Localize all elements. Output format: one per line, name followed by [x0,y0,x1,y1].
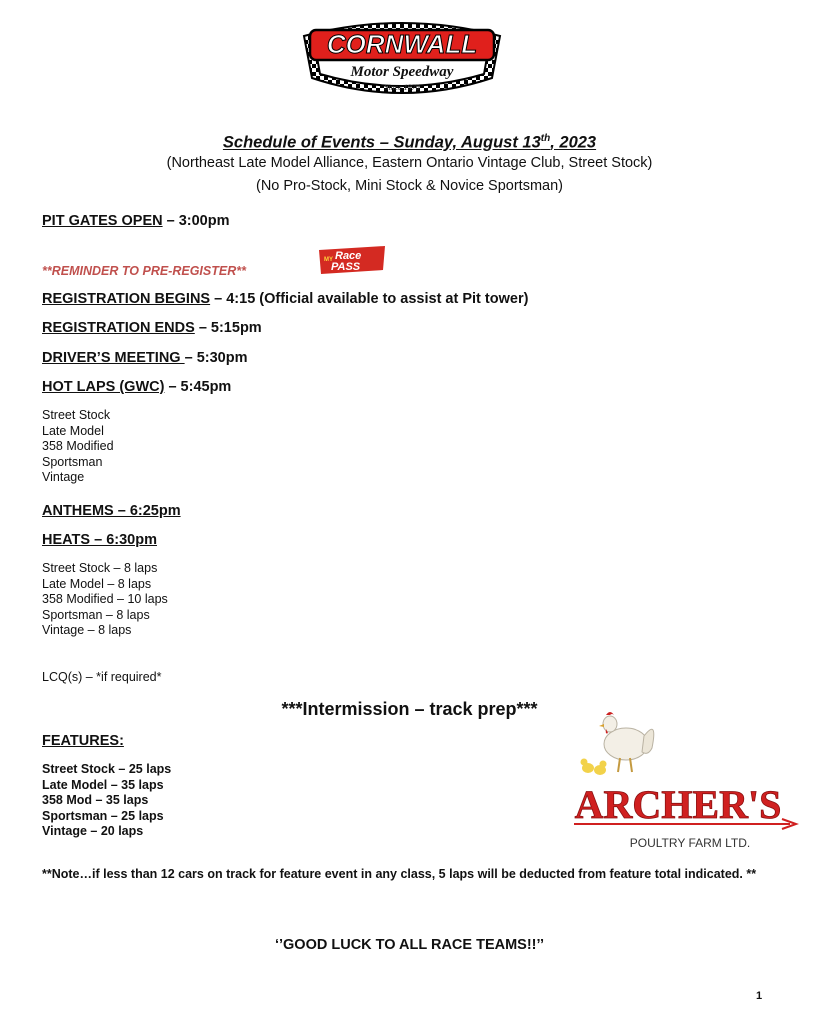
list-item: Sportsman – 25 laps [42,808,164,823]
list-item: Late Model – 8 laps [42,576,152,591]
heats-list [42,561,168,639]
list-item: 358 Mod – 35 laps [42,793,149,808]
racepass-race: Race [335,250,362,262]
logo-word-cornwall: CORNWALL [326,29,478,59]
racepass-my: MY [324,257,333,263]
anthems-line: ANTHEMS – 6:25pm [42,503,181,519]
registration-begins-line: REGISTRATION BEGINS – 4:15 (Official available to assist at Pit tower) [42,291,529,307]
list-item: Street Stock [42,408,111,422]
features-list [42,762,171,840]
list-item: Sportsman – 8 laps [42,607,150,622]
list-item: Vintage – 8 laps [42,623,132,638]
features-heading: FEATURES: [42,733,124,749]
pit-gates-line: PIT GATES OPEN – 3:00pm [42,213,230,229]
chick-icon [581,759,607,776]
rooster-icon [599,712,654,772]
pre-register-reminder: **REMINDER TO PRE-REGISTER** [42,264,246,278]
archers-wordmark: ARCHER'S [574,782,782,827]
cornwall-motor-speedway-logo [296,16,508,102]
list-item: Sportsman [42,454,103,469]
subtitle-classes: (Northeast Late Model Alliance, Eastern Ontario Vintage Club, Street Stock) [166,155,653,171]
lcq-line: LCQ(s) – *if required* [42,670,162,684]
list-item: Late Model – 35 laps [42,777,164,792]
drivers-meeting-line: DRIVER’S MEETING – 5:30pm [42,350,248,366]
myracepass-logo [315,244,389,276]
intermission-heading: ***Intermission – track prep*** [281,699,538,719]
list-item: 358 Modified [42,439,114,454]
hot-laps-class-list [42,408,114,486]
subtitle-exclusions: (No Pro-Stock, Mini Stock & Novice Sportsman) [255,178,563,194]
list-item: Vintage [42,470,85,485]
racepass-pass: PASS [331,261,361,273]
heats-line: HEATS – 6:30pm [42,532,157,548]
good-luck-message: ‘’GOOD LUCK TO ALL RACE TEAMS!!’’ [274,937,545,953]
page-title: Schedule of Events – Sunday, August 13th, 2023 [222,133,597,152]
feature-laps-note: **Note…if less than 12 cars on track for feature event in any class, 5 laps will be deducted from feature total indicated. ** [42,867,757,881]
logo-since: Since 1970 [384,83,420,92]
registration-ends-line: REGISTRATION ENDS – 5:15pm [42,320,262,336]
archers-subtitle: POULTRY FARM LTD. [629,836,751,850]
list-item: Vintage – 20 laps [42,824,144,839]
list-item: 358 Modified – 10 laps [42,592,168,607]
list-item: Street Stock – 8 laps [42,561,158,575]
list-item: Late Model [42,423,104,438]
page-number: 1 [756,990,763,1002]
list-item: Street Stock – 25 laps [42,762,172,776]
archers-poultry-farm-ad [568,706,800,856]
logo-word-speedway: Motor Speedway [350,64,454,80]
hot-laps-line: HOT LAPS (GWC) – 5:45pm [42,379,232,395]
